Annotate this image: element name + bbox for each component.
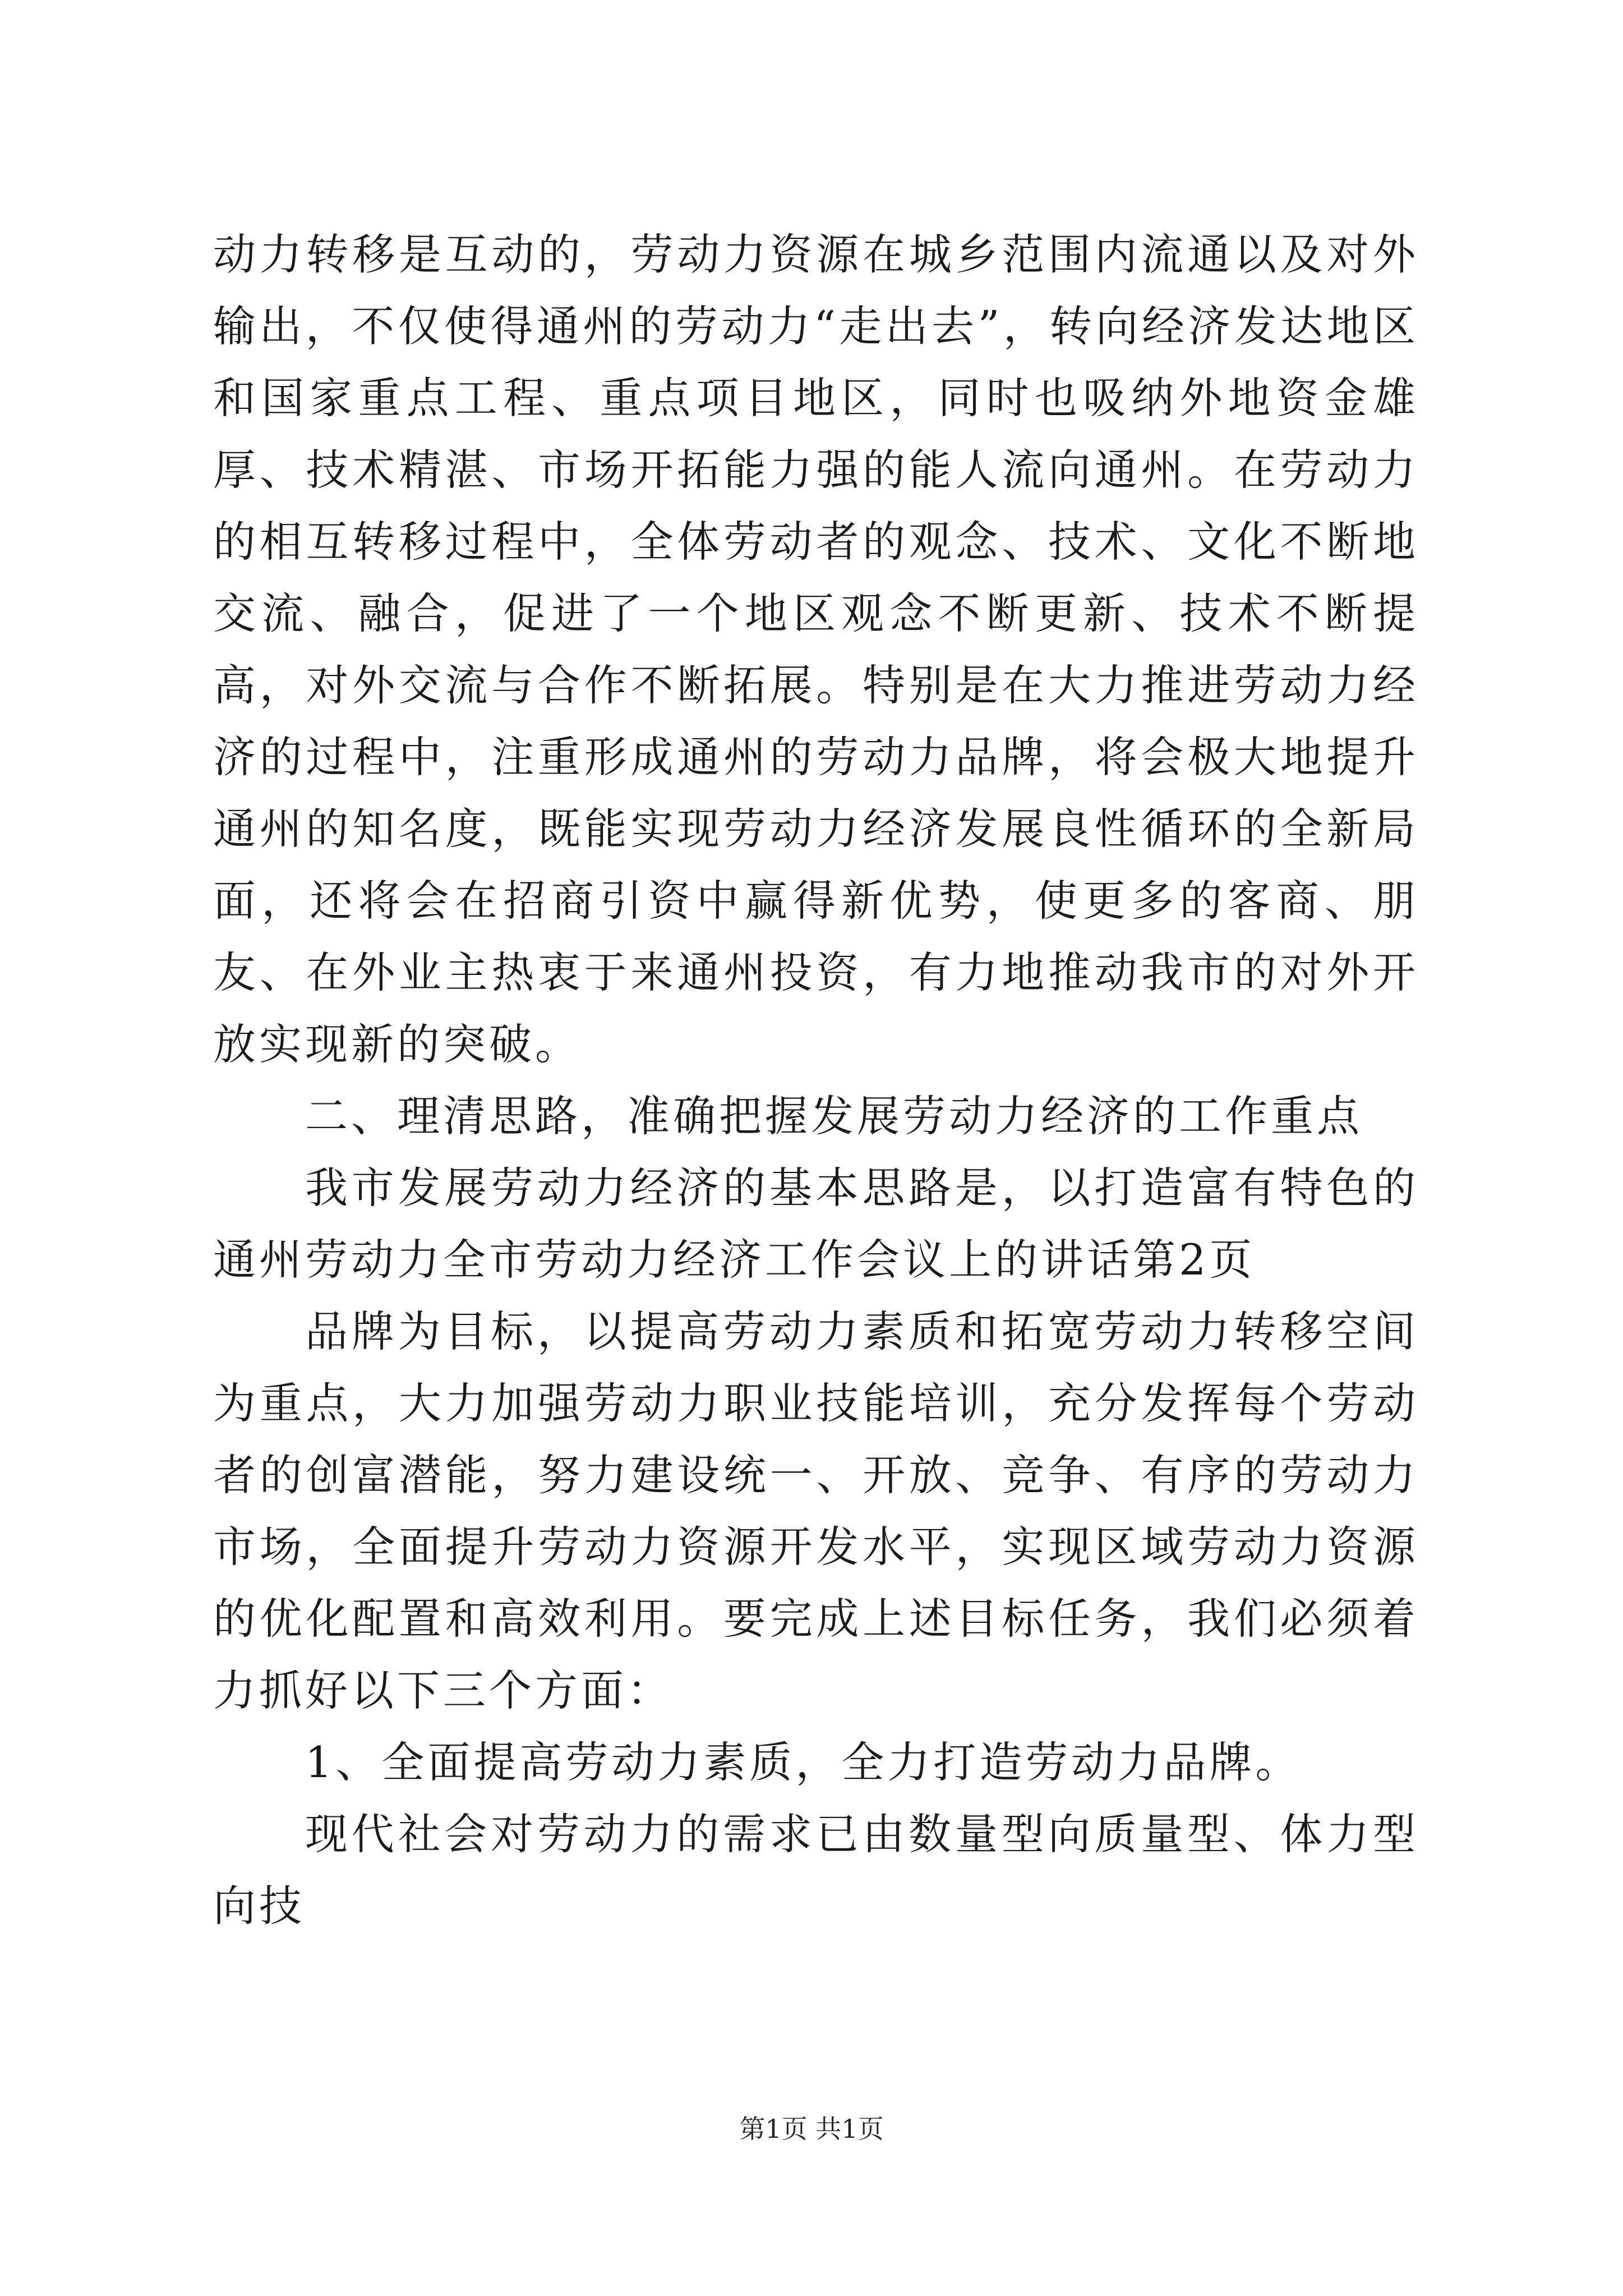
paragraph-brand-goal: 品牌为目标，以提高劳动力素质和拓宽劳动力转移空间为重点，大力加强劳动力职业技能培训，充分发挥每个劳动者的创富潜能，努力建设统一、开放、竞争、有序的劳动力市场，全面提升劳动力资源开发水平，实现区域劳动力资源的优化配置和高效利用。要完成上述目标任务，我们必须着力抓好以下三个方面：: [213, 1306, 1419, 1715]
section-heading-two: 二、理清思路，准确把握发展劳动力经济的工作重点: [305, 1091, 1363, 1141]
paragraph-modern-demand: 现代社会对劳动力的需求已由数量型向质量型、体力型向技: [213, 1809, 1419, 1931]
paragraph-basic-approach: 我市发展劳动力经济的基本思路是，以打造富有特色的通州劳动力全市劳动力经济工作会议上的讲话第2页: [213, 1163, 1419, 1285]
document-body: [213, 219, 1419, 1942]
subheading-item-one: 1、全面提高劳动力素质，全力打造劳动力品牌。: [305, 1737, 1302, 1787]
page-footer: 第1页 共1页: [739, 2114, 884, 2144]
paragraph-labor-transfer: 动力转移是互动的，劳动力资源在城乡范围内流通以及对外输出，不仅使得通州的劳动力“走出去”，转向经济发达地区和国家重点工程、重点项目地区，同时也吸纳外地资金雄厚、技术精湛、市场开拓能力强的能人流向通州。在劳动力的相互转移过程中，全体劳动者的观念、技术、文化不断地交流、融合，促进了一个地区观念不断更新、技术不断提高，对外交流与合作不断拓展。特别是在大力推进劳动力经济的过程中，注重形成通州的劳动力品牌，将会极大地提升通州的知名度，既能实现劳动力经济发展良性循环的全新局面，还将会在招商引资中赢得新优势，使更多的客商、朋友、在外业主热衷于来通州投资，有力地推动我市的对外开放实现新的突破。: [213, 229, 1419, 1069]
